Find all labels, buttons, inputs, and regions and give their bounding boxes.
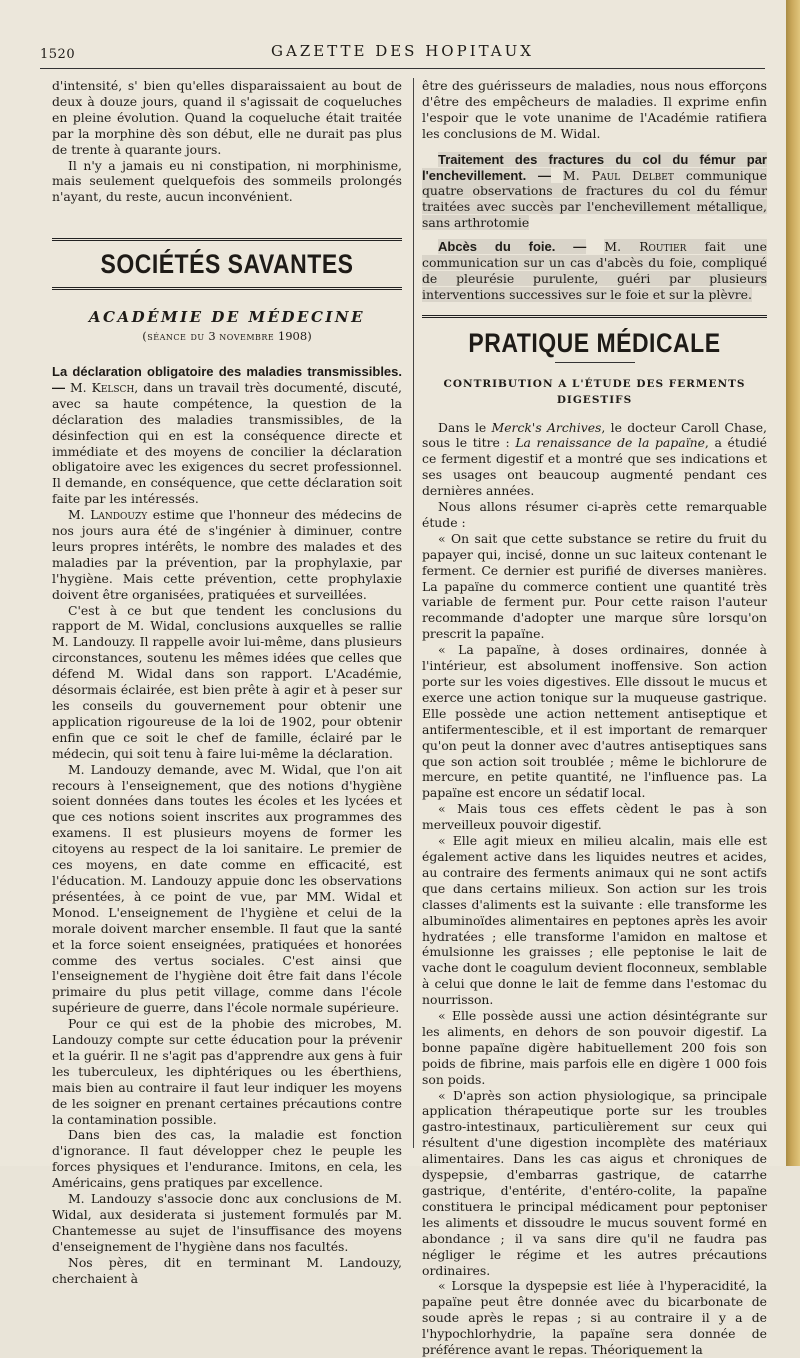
article-abces xyxy=(422,239,767,303)
column-divider xyxy=(413,78,414,1148)
paragraph xyxy=(422,420,767,500)
paragraph-text: communique quatre observations de fractures du col du fémur traitées avec succès par l'enchevillement métallique, sans arthrotomie xyxy=(422,167,767,231)
paragraph: d'intensité, s' bien qu'elles disparaissaient au bout de deux à douze jours, quand il s'agissait de coqueluches en pleine évolution. Quand la coqueluche était traitée par la morphine dès son début, elle ne durait pas plus de trente à quarante jours. xyxy=(52,78,402,157)
paragraph-text: dans un travail très documenté, discuté, avec sa haute compétence, la question de la déclaration des maladies transmissibles, de la désinfection qui en est la conséquence directe et immédiate et des moyens de concilier la déclaration obligatoire avec les exigences du secret professionnel. Il demande, en conséquence, que cette déclaration soit faite par les intéressés. xyxy=(52,379,402,507)
session-day: 3 xyxy=(208,329,216,344)
session-label: (séance du xyxy=(142,329,205,344)
paragraph: « Elle agit mieux en milieu alcalin, mais elle est également active dans les liquides neutres et acides, au contraire des ferments animaux qui ne sont actifs que dans certains milieux. Son action sur les trois classes d'aliments est la suivante : elle transforme les albuminoïdes alimentaires en peptones après les avoir hydratées ; elle transforme l'amidon en maltose et émulsionne les graisses ; elle peptonise le lait de vache dont le coagulum devient floconneux, semblable à celui que donne le lait de femme dans l'estomac du nourrisson. xyxy=(422,833,767,1008)
paragraph: Pour ce qui est de la phobie des microbes, M. Landouzy compte sur cette éducation pour la prévenir et la guérir. Il ne s'agit pas d'apprendre aux gens à fuir les tuberculeux, les diphtériques ou les éberthiens, mais bien au contraire il faut leur indiquer les moyens de les soigner en prenant certaines précautions contre la contamination possible. xyxy=(52,1016,402,1127)
paragraph: C'est à ce but que tendent les conclusions du rapport de M. Widal, conclusions auxquelles se rallie M. Landouzy. Il rappelle avoir lui-même, dans plusieurs circonstances, soutenu les mêmes idées que celles que défend M. Widal dans son rapport. L'Académie, désormais éclairée, est bien prête à agir et à peser sur les conseils du gouvernement pour obtenir une application rigoureuse de la loi de 1902, pour obtenir enfin que ce soit le chef de famille, éclairé par le médecin, qui soit tenu à faire lui-même la déclaration. xyxy=(52,602,402,761)
article-fractures xyxy=(422,152,767,232)
header-rule xyxy=(40,68,765,69)
right-column xyxy=(422,78,767,1358)
paragraph: M. Landouzy demande, avec M. Widal, que l'on ait recours à l'enseignement, que des notions d'hygiène soient données dans toutes les écoles et les lycées et que ces notions soient inscrites aux programmes des examens. Il est plusieurs moyens de former les citoyens au respect de la loi sanitaire. Le premier de ces moyens, en date comme en efficacité, est l'éducation. M. Landouzy appuie donc les observations présentées, à ce point de vue, par MM. Widal et Monod. L'enseignement de l'hygiène et celui de la morale doivent marcher ensemble. Il faut que la santé et la force soient enseignées, pratiquées et honorées comme des vertus sociales. C'est ainsi que l'enseignement de l'hygiène doit être fait dans l'école primaire du plus petit village, comme dans l'école supérieure de guerre, dans l'école normale supérieure. xyxy=(52,761,402,1016)
paragraph: Nos pères, dit en terminant M. Landouzy, cherchaient à xyxy=(52,1254,402,1286)
paragraph-text: fait une communication sur un cas d'abcès du foie, compliqué de pleurésie purulente, guéri par plusieurs interventions successives sur le foie et sur la plèvre. xyxy=(422,239,767,302)
paragraph: M. Landouzy s'associe donc aux conclusions de M. Widal, aux desiderata si justement formulés par M. Chantemesse au sujet de l'insuffisance des moyens d'enseignement de l'hygiène dans nos facultés. xyxy=(52,1191,402,1254)
paragraph: « D'après son action physiologique, sa principale application thérapeutique porte sur les troubles gastro-intestinaux, particulièrement sur ceux qui résultent d'une digestion incomplète des matériaux alimentaires. Dans les cas aigus et chroniques de dyspepsie, d'embarras gastrique, de catarrhe gastrique, d'entérite, d'entéro-colite, la papaïne constituera le principal médicament pour peptoniser les aliments et dissoudre le mucus souvent formé en abondance ; il va sans dire qu'il ne faudra pas négliger le régime et les autres précautions ordinaires. xyxy=(422,1087,767,1278)
paragraph: « On sait que cette substance se retire du fruit du papayer qui, incisé, donne un suc laiteux contenant le ferment. Ce dernier est purifié de diverses manières. La papaïne du commerce contient une quantité très variable de ferment pur. Pour cette raison l'auteur recommande d'adopter une marque sûre lorsqu'on prescrit la papaïne. xyxy=(422,530,767,642)
paragraph: Il n'y a jamais eu ni constipation, ni morphinisme, mais seulement quelquefois des sommeils prolongés n'ayant, du reste, aucun inconvénient. xyxy=(52,157,402,205)
paragraph-text: Dans le xyxy=(438,419,492,435)
session-year: 1908) xyxy=(277,329,312,344)
section-rule xyxy=(52,238,402,241)
topic-title: Traitement des fractures du col du fémur par l'enchevillement. — xyxy=(422,151,767,183)
speaker-name: M. Paul Delbet xyxy=(563,167,674,183)
article-declaration xyxy=(52,364,402,507)
paragraph: Dans bien des cas, la maladie est fonction d'ignorance. Il faut développer chez le peuple les forces physiques et l'endurance. Imitons, en cela, les Américains, gens pratiques par excellence. xyxy=(52,1127,402,1191)
paragraph xyxy=(52,507,402,602)
paragraph: « Mais tous ces effets cèdent le pas à son merveilleux pouvoir digestif. xyxy=(422,801,767,833)
paragraph: « Lorsque la dyspepsie est liée à l'hyperacidité, la papaïne peut être donnée avec du bicarbonate de soude après le repas ; si au contraire il y a de l'hypochlorhydrie, la papaïne sera donnée de préférence avant le repas. Théoriquement la xyxy=(422,1278,767,1358)
speaker-name: M. Routier xyxy=(604,239,687,255)
section-title-societes: SOCIÉTÉS SAVANTES xyxy=(100,249,354,280)
running-title: GAZETTE DES HOPITAUX xyxy=(271,42,534,60)
page-edge xyxy=(786,0,800,1166)
session-date xyxy=(52,329,402,345)
section-rule xyxy=(52,287,402,290)
paragraph-text: , le docteur Caroll Chase, sous le titre : xyxy=(422,419,767,451)
page-header xyxy=(40,42,765,62)
speaker-name: M. Kelsch, xyxy=(69,379,139,395)
short-rule xyxy=(555,362,635,363)
paragraph: « La papaïne, à doses ordinaires, donnée à l'intérieur, est absolument inoffensive. Son action porte sur les voies digestives. Elle dissout le mucus et exerce une action tonique sur la muqueuse gastrique. Elle possède une action nettement antiseptique et antifermentescible, et il est important de remarquer qu'on peut la donner avec d'autres antiseptiques sans que son action soit troublée ; même le bichlorure de mercure, en petite quantité, ne l'influence pas. La papaïne est encore un sédatif local. xyxy=(422,642,767,801)
study-title: La renaissance de la papaïne xyxy=(515,435,705,451)
paragraph: Nous allons résumer ci-après cette remarquable étude : xyxy=(422,499,767,530)
article-subhead: CONTRIBUTION A L'ÉTUDE DES FERMENTS DIGESTIFS xyxy=(443,377,746,406)
left-column xyxy=(52,78,402,1287)
paragraph-text: , a étudié ce ferment digestif et a montré que ses indications et ses usages ont beaucoup augmenté pendant ces dernières années. xyxy=(422,435,768,499)
section-title-pratique: PRATIQUE MÉDICALE xyxy=(468,327,721,358)
paragraph-text: estime que l'honneur des médecins de nos jours aura été de s'ingénier à diminuer, contre leurs propres intérêts, le nombre des malades et des maladies par la prévention, par la prophylaxie, par l'hygiène. Mais cette prévention, cette prophylaxie doivent être organisées, pratiquées et surveillées. xyxy=(52,507,402,602)
topic-title: La déclaration obligatoire des maladies transmissibles. — xyxy=(52,363,402,395)
speaker-name: M. Landouzy xyxy=(68,507,148,523)
topic-title: Abcès du foie. — xyxy=(438,239,587,255)
journal-title: Merck's Archives xyxy=(491,419,602,435)
page-number: 1520 xyxy=(40,47,76,62)
section-rule xyxy=(422,315,767,318)
academy-heading: ACADÉMIE DE MÉDECINE xyxy=(88,308,366,327)
paragraph: être des guérisseurs de maladies, nous nous efforçons d'être des empêcheurs de maladies. Il exprime enfin l'espoir que le vote unanime de l'Académie ratifiera les conclusions de M. Widal. xyxy=(422,78,767,141)
session-month: novembre xyxy=(219,329,275,344)
paragraph: « Elle possède aussi une action désintégrante sur les aliments, en dehors de son pouvoir digestif. La bonne papaïne digère habituellement 200 fois son poids de fibrine, mais parfois elle en digère 1 000 fois son poids. xyxy=(422,1008,767,1087)
